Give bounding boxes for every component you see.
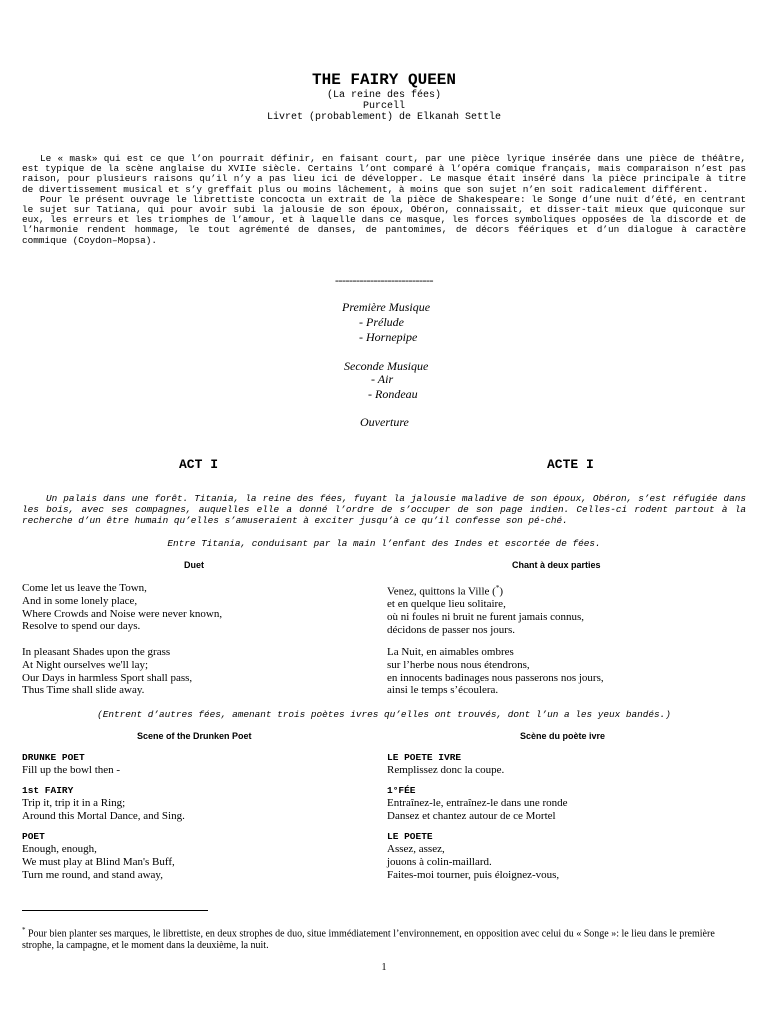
footnote-text: Pour bien planter ses marques, le librettiste, en deux strophes de duo, situe immédiatement l’environnement, en opposition avec celui du « Songe »: le lieu dans le première strophe, la campagne, et le moment dans la deuxième, la nuit. [22,928,715,952]
verse-line-close: ) [499,585,503,598]
speaker-label: POET [22,831,45,842]
verse-line: Remplissez donc la coupe. [387,764,505,776]
verse-line-text: Venez, quittons la Ville ( [387,585,496,598]
footnote-mark: * [22,926,26,934]
page-title: THE FAIRY QUEEN [311,71,457,89]
verse-line: Dansez et chantez autour de ce Mortel [387,809,556,822]
scene-description [22,493,746,526]
drunken-en-lines-3 [22,843,175,881]
intro-paragraph-1: Le « mask» qui est ce que l’on pourrait définir, en faisant court, par une pièce lyrique insérée dans une pièce de théâtre, est typique de la scène anglaise du XVIIe siècle. Certains l’ont comparé à l’opéra comique français, mais comparaison n’est pas raison, pour plusieurs raisons qu’il n’y a pas lieu ici de développer. Le masque était inséré dans la pièce principale à titre de divertissement musical et s’y greffait plus ou moins lâchement, à moins que son sujet n’en soit radicalement différent. [22,153,746,195]
duet-fr-stanza-2 [387,646,604,697]
drunken-en-lines-2 [22,797,185,823]
verse-line: sur l’herbe nous nous étendrons, [387,658,530,671]
verse-line: At Night ourselves we'll lay; [22,658,149,671]
verse-line: Faites-moi tourner, puis éloignez-vous, [387,868,560,881]
verse-line: où ni foules ni bruit ne furent jamais connus, [387,611,585,624]
verse-line: Entraînez-le, entraînez-le dans une ronde [387,797,568,809]
music-rondeau: - Rondeau [368,387,418,401]
footnote-mark: * [495,584,500,592]
drunken-heading-en: Scene of the Drunken Poet [137,731,252,741]
act-heading-fr: ACTE I [547,457,594,472]
verse-line: La Nuit, en aimables ombres [387,646,514,658]
music-ouverture: Ouverture [360,415,409,429]
verse-line: Come let us leave the Town, [22,582,147,594]
music-prelude: - Prélude [359,315,404,329]
verse-line: Turn me round, and stand away, [22,868,163,881]
duet-en-stanza-1 [22,582,222,633]
speaker-label: 1°FÉE [387,785,416,796]
verse-line: ainsi le temps s’écoulera. [387,684,499,697]
page-subtitle: (La reine des fées) [326,90,442,101]
duet-fr-stanza-1 [387,582,584,637]
music-premiere: Première Musique [342,300,431,314]
act-heading-en: ACT I [179,457,219,472]
duet-heading-en: Duet [184,560,204,570]
scene-description-text: Un palais dans une forêt. Titania, la reine des fées, fuyant la jalousie maladive de son époux, Obéron, s’est réfugiée dans les bois, avec ses compagnes, auquelles elle a donné l’ordre de s’occuper de son page indien. Celles-ci rodent partout à la recherche d’un être humain qu’elles s’amuseraient à exciter jusqu’à ce qu’il confesse son pé-ché. [22,493,746,526]
verse-line: Enough, enough, [22,843,97,855]
intro-text [22,154,746,246]
librettist-line: Livret (probablement) de Elkanah Settle [266,112,502,123]
verse-line: Around this Mortal Dance, and Sing. [22,809,185,822]
verse-line [387,582,584,598]
intro-paragraph-2: Pour le présent ouvrage le librettiste concocta un extrait de la pièce de Shakespeare: le Songe d’une nuit d’été, en centrant le sujet sur Tatiana, qui pour avoir subi la jalousie de son époux, Obéron, connaissait, et disser-tait mieux que quiconque sur eux, les erreurs et les triomphes de l’amour, et à laquelle dans ce masque, les forces symboliques opposées de la discorde et de l’harmonie rendent hommage, le tout agrémenté de danses, de pantomimes, de décors féériques et d’un dialogue à caractère commique (Coydon–Mopsa). [22,193,746,246]
verse-line: Thus Time shall slide away. [22,684,145,697]
composer-name: Purcell [362,101,405,112]
speaker-label: LE POETE [387,831,433,842]
speaker-label: 1st FAIRY [22,785,74,796]
separator-line: ---------------------------- [335,273,433,287]
drunken-fr-lines-3 [387,843,559,881]
verse-line: jouons à colin-maillard. [387,855,492,868]
music-hornepipe: - Hornepipe [359,330,418,344]
verse-line: In pleasant Shades upon the grass [22,646,171,658]
drunken-heading-fr: Scène du poète ivre [520,731,606,741]
drunken-fr-lines-2 [387,797,568,823]
verse-line: décidons de passer nos jours. [387,624,516,637]
verse-line: en innocents badinages nous passerons nos jours, [387,671,604,684]
duet-en-stanza-2 [22,646,192,697]
verse-line: Resolve to spend our days. [22,620,141,633]
speaker-label: LE POETE IVRE [387,752,462,763]
footnote [22,924,746,952]
entrance-direction: Entre Titania, conduisant par la main l’enfant des Indes et escortée de fées. [167,538,601,549]
verse-line: We must play at Blind Man's Buff, [22,855,175,868]
music-air: - Air [371,372,394,386]
verse-line: et en quelque lieu solitaire, [387,598,506,611]
page-number: 1 [381,962,387,973]
verse-line: Where Crowds and Noise were never known, [22,607,223,620]
duet-heading-fr: Chant à deux parties [512,560,601,570]
speaker-label: DRUNKE POET [22,752,85,763]
verse-line: Assez, assez, [387,843,445,855]
music-seconde: Seconde Musique [344,359,429,373]
verse-line: Trip it, trip it in a Ring; [22,797,126,809]
verse-line: Fill up the bowl then - [22,764,121,776]
verse-line: Our Days in harmless Sport shall pass, [22,671,193,684]
verse-line: And in some lonely place, [22,594,138,607]
stage-direction: (Entrent d’autres fées, amenant trois poètes ivres qu’elles ont trouvés, dont l’un a les yeux bandés.) [97,709,671,720]
footnote-rule [22,910,208,911]
